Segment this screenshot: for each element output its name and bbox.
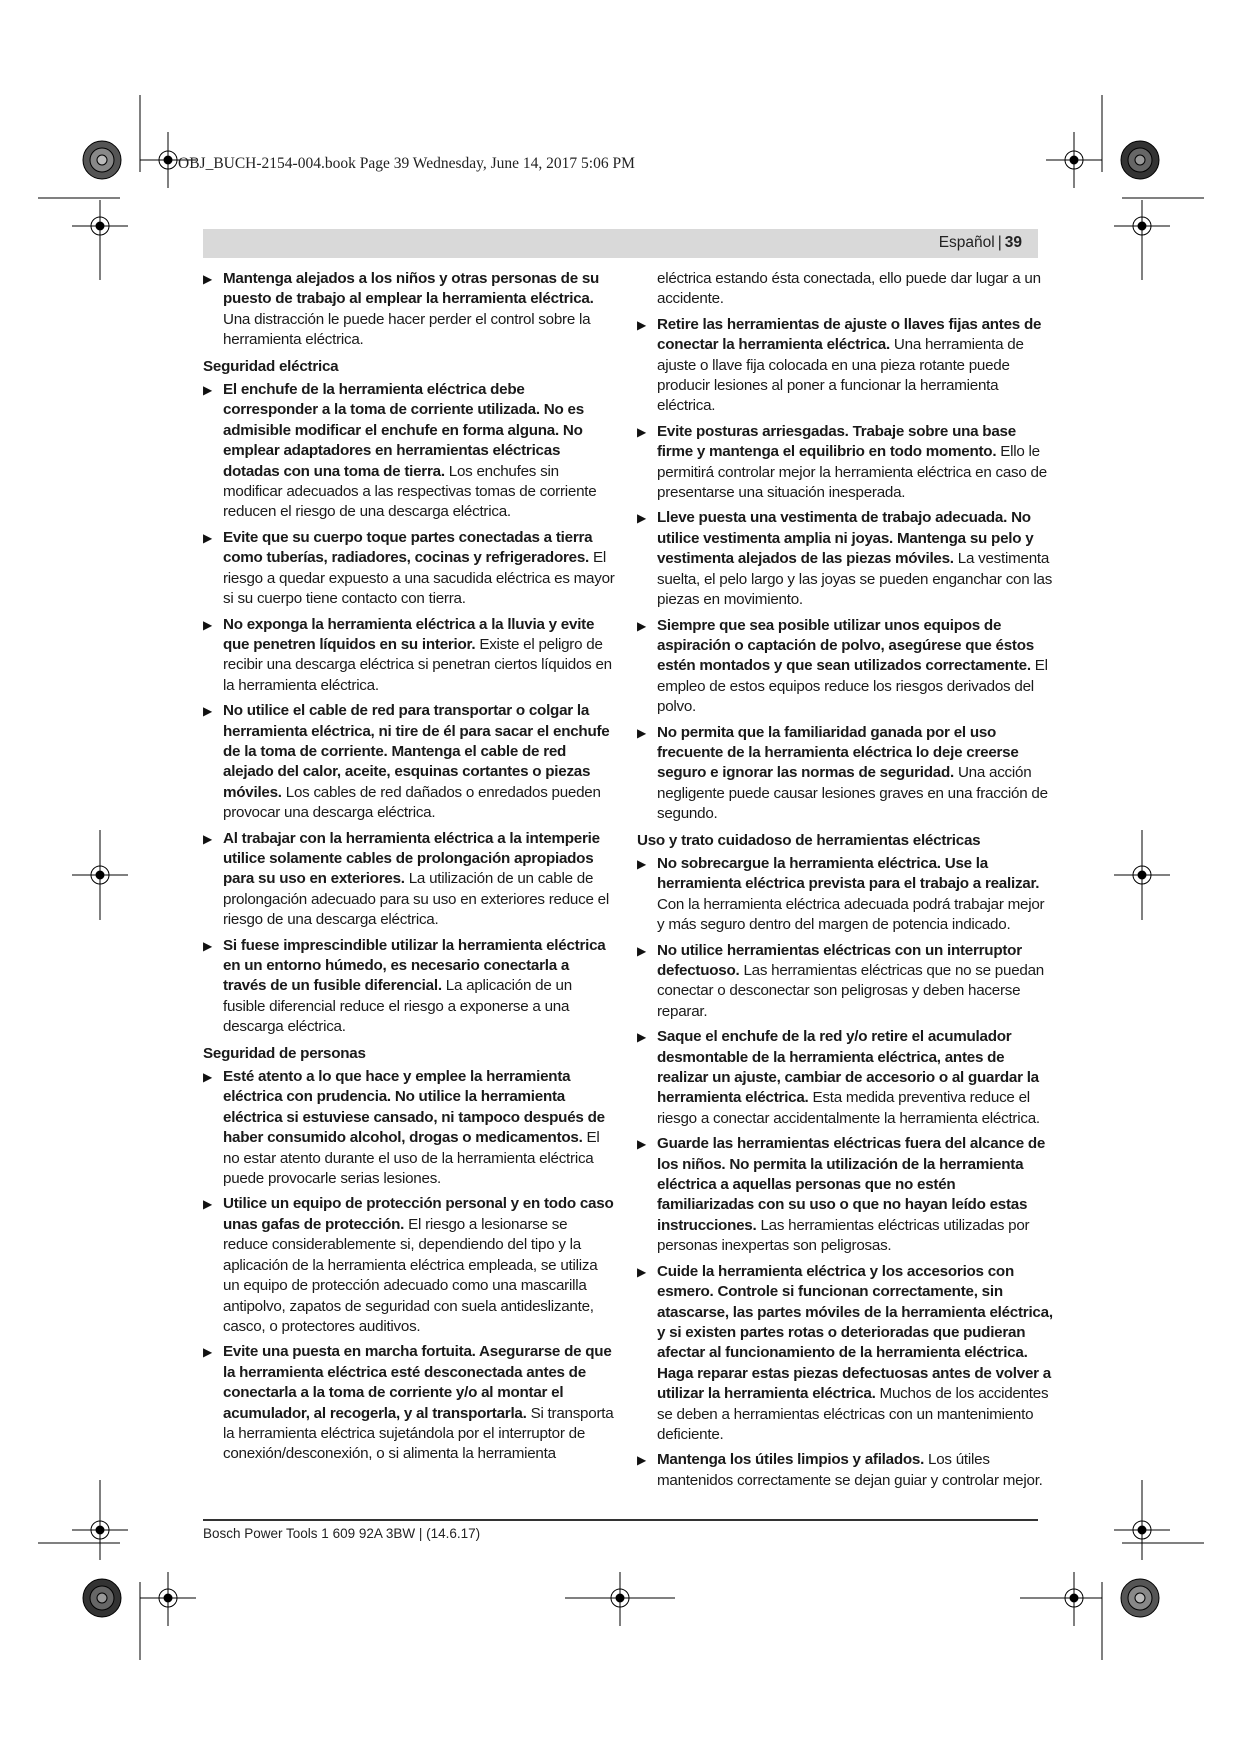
bullet-icon: ▶ (203, 530, 212, 545)
calibration-disk-top-left (83, 141, 121, 179)
bullet-icon: ▶ (203, 1345, 212, 1360)
footer-rule (203, 1519, 1038, 1521)
bullet-icon: ▶ (637, 1030, 646, 1045)
bullet-icon: ▶ (637, 511, 646, 526)
list-item: ▶ Si fuese imprescindible utilizar la herramienta eléctrica en un entorno húmedo, es necesario conectarla a través de un fusible diferencial. La aplicación de un fusible diferencial reduce el riesgo a exponerse a una descarga eléctrica. (203, 936, 606, 1036)
crosshair-left-lower (72, 1480, 128, 1560)
list-item: ▶ Utilice un equipo de protección personal y en todo caso unas gafas de protección. El riesgo a lesionarse se reduce considerablemente si, dependiendo del tipo y la aplicación de la herramienta eléctrica empleada, se utiliza un equipo de protección adecuado como una mascarilla antipolvo, zapatos de seguridad con suela antideslizante, casco, o protectores auditivos. (203, 1195, 614, 1335)
bullet-icon: ▶ (637, 1137, 646, 1152)
bullet-icon: ▶ (203, 831, 212, 846)
crosshair-bottom-right (1020, 1572, 1102, 1626)
list-item: ▶ Al trabajar con la herramienta eléctrica a la intemperie utilice solamente cables de prolongación apropiados para su uso en exteriores. La utilización de un cable de prolongación adecuado para su uso en exteriores reduce el riesgo de una descarga eléctrica. (203, 829, 609, 929)
crosshair-bottom-center (565, 1572, 675, 1626)
list-item: ▶ Lleve puesta una vestimenta de trabajo adecuada. No utilice vestimenta amplia ni joyas. Mantenga su pelo y vestimenta alejados de las piezas móviles. La vestimenta suelta, el pelo largo y las joyas se pueden enganchar con las piezas en movimiento. (637, 509, 1053, 609)
bullet-icon: ▶ (203, 617, 212, 632)
bullet-icon: ▶ (637, 943, 646, 958)
bullet-icon: ▶ (637, 317, 646, 332)
section-heading-personal: Seguridad de personas (203, 1044, 366, 1062)
print-slug: OBJ_BUCH-2154-004.book Page 39 Wednesday, June 14, 2017 5:06 PM (178, 155, 635, 172)
left-column (203, 269, 615, 1470)
list-item: ▶ Evite una puesta en marcha fortuita. Asegurarse de que la herramienta eléctrica esté desconectada antes de conectarla a la toma de corriente y/o al montar el acumulador, al recogerla, y al transportarla. Si transporta la herramienta eléctrica sujetándola por el interruptor de conexión/desconexión, o si alimenta la herramienta (203, 1343, 614, 1463)
bullet-icon: ▶ (203, 1197, 212, 1212)
bullet-icon: ▶ (203, 1070, 212, 1085)
footer-text: Bosch Power Tools 1 609 92A 3BW | (14.6.17) (203, 1526, 481, 1541)
list-item: ▶ Evite posturas arriesgadas. Trabaje sobre una base firme y mantenga el equilibrio en todo momento. Ello le permitirá controlar mejor la herramienta eléctrica en caso de presentarse una situación inesperada. (637, 422, 1047, 502)
section-heading-electrical: Seguridad eléctrica (203, 357, 339, 375)
bullet-icon: ▶ (637, 424, 646, 439)
list-item: ▶ Mantenga los útiles limpios y afilados. Los útiles mantenidos correctamente se dejan guiar y controlar mejor. (637, 1451, 1043, 1489)
calibration-disk-bottom-right (1121, 1579, 1159, 1617)
crosshair-left-upper (72, 200, 128, 280)
list-item: ▶ No permita que la familiaridad ganada por el uso frecuente de la herramienta eléctrica lo deje creerse seguro e ignorar las normas de seguridad. Una acción negligente puede causar lesiones graves en una fracción de segundo. (637, 723, 1048, 823)
crosshair-left-middle (72, 830, 128, 920)
list-item: ▶ Saque el enchufe de la red y/o retire el acumulador desmontable de la herramienta eléctrica, antes de realizar un ajuste, cambiar de accesorio o al guardar la herramienta eléctrica. Esta medida preventiva reduce el riesgo a conectar accidentalmente la herramienta eléctrica. (637, 1028, 1040, 1127)
page-number: 39 (1004, 234, 1022, 251)
section-name: Español (938, 234, 995, 251)
bullet-icon: ▶ (203, 938, 212, 953)
list-item: ▶ Esté atento a lo que hace y emplee la herramienta eléctrica con prudencia. No utilice la herramienta eléctrica si estuviese cansado, ni tampoco después de haber consumido alcohol, drogas o medicamentos. El no estar atento durante el uso de la herramienta eléctrica puede provocarle serias lesiones. (203, 1068, 605, 1188)
list-item: ▶ El enchufe de la herramienta eléctrica debe corresponder a la toma de corriente utilizada. No es admisible modificar el enchufe en forma alguna. No emplear adaptadores en herramientas eléctricas dotadas con una toma de tierra. Los enchufes sin modificar adecuados a las respectivas tomas de corriente reducen el riesgo de una descarga eléctrica. (203, 381, 597, 521)
bullet-icon: ▶ (637, 618, 646, 633)
crosshair-right-lower (1114, 1480, 1170, 1560)
list-item: ▶ Cuide la herramienta eléctrica y los accesorios con esmero. Controle si funcionan correctamente, sin atascarse, las partes móviles de la herramienta eléctrica, y si existen partes rotas o deterioradas que pudieran afectar al funcionamiento de la herramienta eléctrica. Haga reparar estas piezas defectuosas antes de volver a utilizar la herramienta eléctrica. Muchos de los accidentes se deben a herramientas eléctricas con un mantenimiento deficiente. (637, 1262, 1053, 1443)
list-item: ▶ No exponga la herramienta eléctrica a la lluvia y evite que penetren líquidos en su interior. Existe el peligro de recibir una descarga eléctrica si penetran ciertos líquidos en la herramienta eléctrica. (203, 615, 612, 694)
list-item: ▶ Retire las herramientas de ajuste o llaves fijas antes de conectar la herramienta eléctrica. Una herramienta de ajuste o llave fija colocada en una pieza rotante puede producir lesiones al poner a funcionar la herramienta eléctrica. (637, 315, 1042, 415)
crosshair-right-upper (1114, 200, 1170, 280)
list-item: ▶ No sobrecargue la herramienta eléctrica. Use la herramienta eléctrica prevista para el trabajo a realizar. Con la herramienta eléctrica adecuada podrá trabajar mejor y más seguro dentro del margen de potencia indicado. (637, 854, 1045, 934)
bullet-icon: ▶ (203, 272, 212, 286)
crosshair-right-middle (1114, 830, 1170, 920)
bullet-icon: ▶ (203, 383, 212, 398)
list-item: ▶ Siempre que sea posible utilizar unos equipos de aspiración o captación de polvo, asegúrese que éstos estén montados y que sean utilizados correctamente. El empleo de estos equipos reduce los riesgos derivados del polvo. (637, 616, 1048, 716)
crosshair-bottom-left (140, 1572, 196, 1626)
header-text: Español | 39 (938, 234, 1022, 251)
crosshair-top-right (1046, 132, 1102, 188)
calibration-disk-top-right (1121, 141, 1159, 179)
running-header (203, 229, 1038, 258)
calibration-disk-bottom-left (83, 1579, 121, 1617)
section-heading-care: Uso y trato cuidadoso de herramientas eléctricas (637, 831, 981, 849)
bullet-icon: ▶ (637, 856, 646, 871)
bullet-icon: ▶ (637, 1264, 646, 1279)
list-item: ▶ No utilice el cable de red para transportar o colgar la herramienta eléctrica, ni tire de él para sacar el enchufe de la toma de corriente. Mantenga el cable de red alejado del calor, aceite, esquinas cortantes o piezas móviles. Los cables de red dañados o enredados pueden provocar una descarga eléctrica. (203, 702, 610, 822)
list-item: ▶ Evite que su cuerpo toque partes conectadas a tierra como tuberías, radiadores, cocinas y refrigeradores. El riesgo a quedar expuesto a una sacudida eléctrica es mayor si su cuerpo tiene contacto con tierra. (203, 528, 615, 608)
continued-text: eléctrica estando ésta conectada, ello puede dar lugar a un accidente. (657, 270, 1041, 308)
bullet-icon: ▶ (203, 704, 212, 719)
list-item: ▶ Guarde las herramientas eléctricas fuera del alcance de los niños. No permita la utilización de la herramienta eléctrica a aquellas personas que no estén familiarizadas con su uso o que no hayan leído estas instrucciones. Las herramientas eléctricas utilizadas por personas inexpertas son peligrosas. (637, 1135, 1046, 1255)
bullet-icon: ▶ (637, 1453, 646, 1468)
list-item: ▶ Mantenga alejados a los niños y otras personas de su puesto de trabajo al emplear la herramienta eléctrica. Una distracción le puede hacer perder el control sobre la herramienta eléctrica. (203, 270, 600, 349)
bullet-icon: ▶ (637, 725, 646, 740)
right-column (637, 269, 1053, 1496)
list-item: ▶ No utilice herramientas eléctricas con un interruptor defectuoso. Las herramientas eléctricas que no se puedan conectar o desconectar son peligrosas y deben hacerse reparar. (637, 941, 1044, 1020)
